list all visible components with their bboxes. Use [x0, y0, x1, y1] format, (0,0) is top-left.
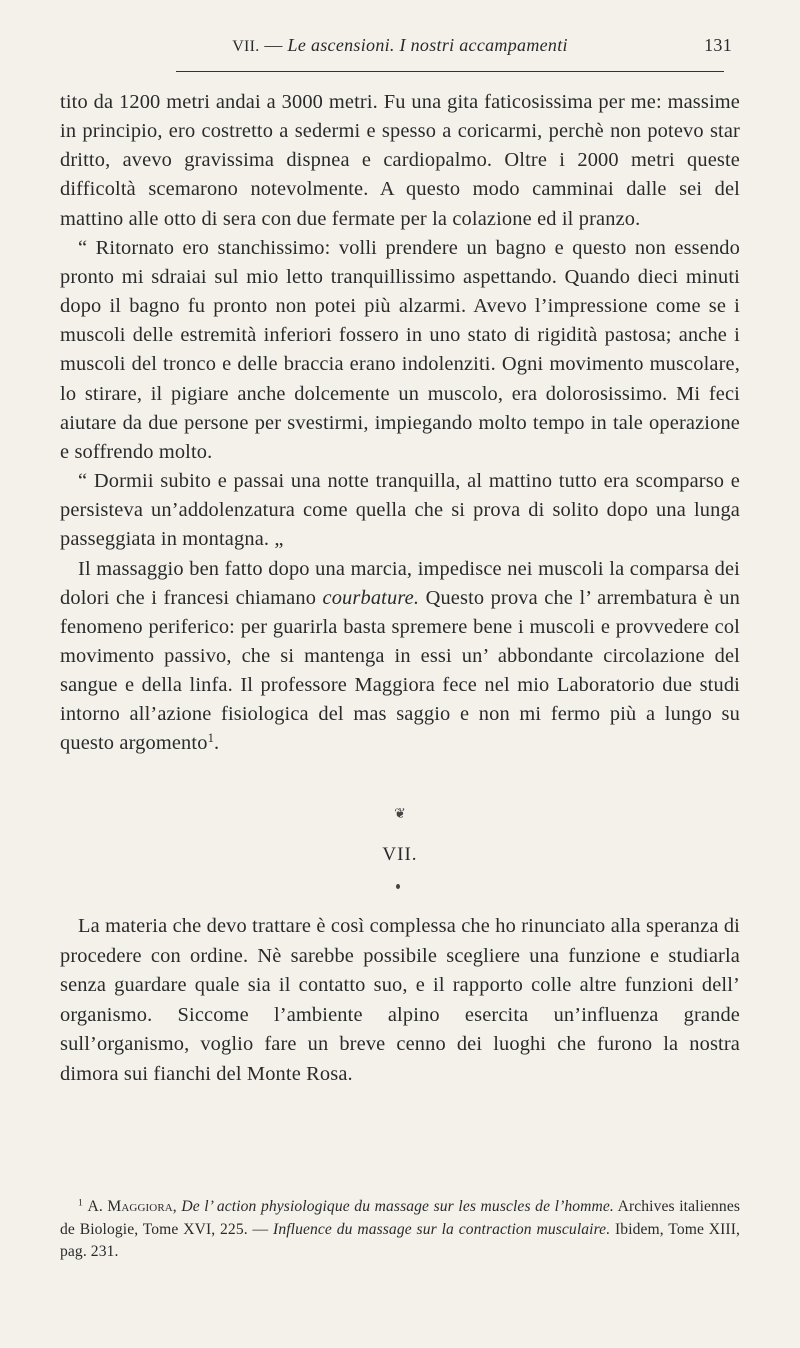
paragraph-2: “ Ritornato ero stanchissimo: volli prendere un bagno e questo non essendo pronto mi sdraiai sul mio letto tranquillissimo aspettando. Quando dieci minuti dopo il bagno fu pronto non potei più alzarmi. Avevo l’impressione come se i muscoli delle estremità inferiori fossero in uno stato di rigidità pastosa; anche i muscoli del tronco e delle braccia erano indolenziti. Ogni movimento muscolare, lo stirare, il pigiare anche dolcemente un muscolo, era dolorosissimo. Mi feci aiutare da due persone per svestirmi, impiegando molto tempo in tale operazione e soffrendo molto. [60, 236, 740, 463]
footnote-source-1: Archives italiennes de Biologie, Tome XVI, 225. — [60, 1198, 741, 1238]
section-heading: VII. [382, 844, 418, 865]
running-head-dash: — [264, 35, 283, 55]
section-text [60, 912, 740, 1089]
running-head-center [60, 30, 740, 62]
running-head [60, 30, 740, 60]
paragraph-3: “ Dormii subito e passai una notte tranquilla, al mattino tutto era scomparso e persisteva un’addolenzatura come quella che si prova di solito dopo una lunga passeggiata in montagna. „ [60, 470, 740, 551]
header-rule [176, 71, 724, 72]
footnote-source-2: Ibidem, Tome XIII, pag. 231. [60, 1220, 741, 1260]
footnote-author: A. Maggiora, [87, 1198, 177, 1215]
term-courbature: courbature. [322, 586, 420, 609]
section-dot [396, 884, 400, 889]
paragraph-4-text-before: Il massaggio ben fatto dopo una marcia, impedisce nei muscoli la comparsa dei dolori che i francesi chiamano [60, 557, 740, 609]
paragraph-4-text-after: Questo prova che l’ arrembatura è un fenomeno periferico: per guarirla basta spremere bene i muscoli e provvedere col movimento passivo, che si mantenga in essi un’ abbondante circolazione del sangue e della linfa. Il professore Maggiora fece nel mio Laboratorio due studi intorno all’azione fisiologica del mas saggio e non mi fermo più a lungo su questo argomento [60, 586, 740, 755]
paragraph-1: tito da 1200 metri andai a 3000 metri. Fu una gita faticosissima per me: massime in principio, ero costretto a sedermi e spesso a coricarmi, perchè non potevo star dritto, avevo gravissima dispnea e cardiopalmo. Oltre i 2000 metri queste difficoltà scemarono notevolmente. A questo modo camminai dalle sei del mattino alle otto di sera con due fermate per la colazione ed il pranzo. [60, 91, 740, 230]
running-head-chapter: VII. [232, 38, 260, 55]
footnote-marker: 1 [78, 1197, 83, 1209]
main-text [60, 88, 740, 759]
footnote-work-1: De l’ action physiologique du massage sur les muscles de l’homme. [181, 1198, 614, 1215]
page-number: 131 [704, 35, 732, 55]
footnote-paragraph [60, 1196, 740, 1264]
section-ornament: ❦ [394, 807, 406, 822]
footnote [60, 1196, 740, 1264]
paragraph-4 [60, 555, 740, 759]
paragraph-4-end: . [214, 732, 220, 755]
running-head-title: Le ascensioni. I nostri accampamenti [287, 35, 568, 55]
footnote-reference: 1 [207, 731, 215, 746]
footnote-work-2: Influence du massage sur la contraction musculaire. [273, 1220, 611, 1238]
section-paragraph: La materia che devo trattare è così complessa che ho rinunciato alla speranza di procedere con ordine. Nè sarebbe possibile scegliere una funzione e studiarla senza guardare quale sia il contatto suo, e il rapporto colle altre funzioni dell’ organismo. Siccome l’ambiente alpino esercita un’influenza grande sull’organismo, voglio fare un breve cenno dei luoghi che furono la nostra dimora sui fianchi del Monte Rosa. [60, 915, 740, 1085]
